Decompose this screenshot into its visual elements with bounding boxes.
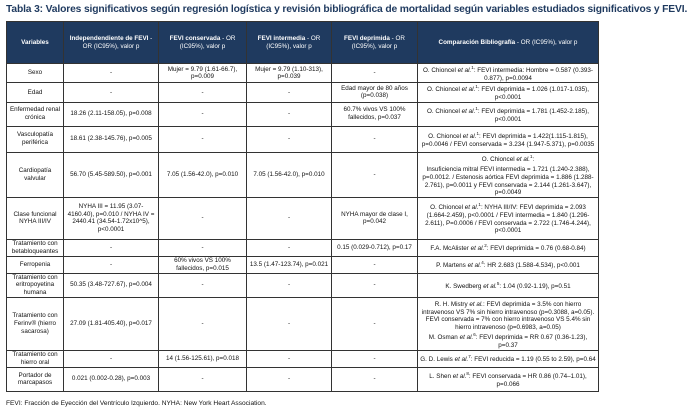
table-body — [7, 64, 599, 392]
independent-cell: 56.70 (5.45-589.50), p=0.001 — [64, 152, 159, 197]
citation-author: O. Chioncel — [430, 204, 465, 212]
variable-cell: Clase funcional NYHA III/IV — [7, 197, 64, 239]
table-header — [7, 22, 599, 64]
variable-cell: Portador de marcapasos — [7, 367, 64, 391]
citation-text: : HR 2.683 (1.588-4.534), p<0.001 — [483, 262, 580, 270]
citation-author: O. Chioncel — [428, 133, 463, 141]
deprimida-cell: - — [332, 297, 418, 350]
bibliography-cell — [418, 197, 599, 239]
deprimida-cell: - — [332, 256, 418, 273]
citation-etal: et al. — [461, 108, 476, 116]
citation-reference-number: 1 — [475, 84, 478, 90]
bibliography-entry — [420, 83, 596, 101]
table-row — [7, 273, 599, 297]
intermedia-cell: - — [247, 239, 332, 256]
citation-etal: et al. — [457, 67, 472, 75]
variable-cell: Cardiopatía valvular — [7, 152, 64, 197]
bibliography-cell — [418, 297, 599, 350]
citation-text: : NYHA III/IV: FEVI deprimida = 2.093 (1.664-2.459), p<0.0001 / FEVI intermedia = 1.840 (1.296-2.611), P=0.0006 / FEVI conservada = 2.722 (1.746-4.244), p<0.0001 — [425, 204, 591, 235]
header-row — [7, 22, 599, 64]
deprimida-cell: - — [332, 126, 418, 152]
table-row — [7, 367, 599, 391]
column-header-title: FEVI intermedia — [257, 34, 306, 42]
bibliography-entry — [420, 105, 596, 123]
citation-reference-number: 2 — [484, 243, 487, 249]
citation-etal: et al. — [516, 155, 531, 163]
table-row — [7, 297, 599, 350]
bibliography-entry — [420, 64, 596, 82]
column-header — [64, 22, 159, 64]
table-row — [7, 126, 599, 152]
table-row — [7, 64, 599, 83]
bibliography-cell — [418, 273, 599, 297]
variable-cell: Enfermedad renal crónica — [7, 102, 64, 126]
citation-author: O. Chioncel — [481, 155, 517, 163]
citation-reference-number: 4 — [481, 260, 484, 266]
independent-cell: 27.09 (1.81-405.40), p=0.017 — [64, 297, 159, 350]
citation-reference-number: 8 — [466, 371, 469, 377]
citation-text: : FEVI reducida = 1.19 (0.55 to 2.59), p=0.64 — [470, 356, 596, 364]
citation-etal: et al. — [483, 282, 497, 290]
variable-cell: Ferropenia — [7, 256, 64, 273]
citation-author: M. Osman — [428, 334, 460, 342]
citation-author: O. Chioncel — [427, 108, 462, 116]
bibliography-entry — [420, 242, 596, 253]
deprimida-cell: - — [332, 64, 418, 83]
conservada-cell: - — [159, 83, 247, 102]
citation-text: : 1.04 (0.92-1.19), p=0.51 — [499, 282, 571, 290]
column-header-subtitle: - OR (IC95%), valor p — [515, 38, 578, 46]
column-header — [332, 22, 418, 64]
citation-etal: et al. — [461, 86, 476, 94]
independent-cell: - — [64, 256, 159, 273]
deprimida-cell: - — [332, 350, 418, 367]
conservada-cell: Mujer = 9.79 (1.61-66.7), p=0.009 — [159, 64, 247, 83]
deprimida-cell: - — [332, 367, 418, 391]
bibliography-cell — [418, 126, 599, 152]
intermedia-cell: - — [247, 197, 332, 239]
footnote: FEVI: Fracción de Eyección del Ventrículo Izquierdo. NYHA: New York Heart Association. — [6, 400, 267, 407]
bibliography-entry — [420, 280, 596, 291]
independent-cell: - — [64, 83, 159, 102]
bibliography-cell — [418, 152, 599, 197]
independent-cell: 50.35 (3.48-727.67), p=0.004 — [64, 273, 159, 297]
citation-text: : FEVI intermedia: Hombre = 0.587 (0.393-0.877), p=0.0094 — [473, 67, 593, 82]
intermedia-cell: - — [247, 273, 332, 297]
conservada-cell: - — [159, 197, 247, 239]
bibliography-cell — [418, 102, 599, 126]
deprimida-cell: Edad mayor de 80 años (p=0.038) — [332, 83, 418, 102]
intermedia-cell: - — [247, 102, 332, 126]
intermedia-cell: - — [247, 126, 332, 152]
citation-reference-number: 5 — [496, 280, 500, 286]
intermedia-cell: - — [247, 83, 332, 102]
variable-cell: Vasculopatía periférica — [7, 126, 64, 152]
independent-cell: 0.021 (0.002-0.28), p=0.003 — [64, 367, 159, 391]
column-header — [159, 22, 247, 64]
column-header-subtitle: - OR (IC95%), valor p — [82, 34, 153, 50]
citation-reference-number: 7 — [468, 354, 471, 360]
variable-cell: Tratamiento con hierro oral — [7, 350, 64, 367]
variable-cell: Tratamiento con eritropoyetina humana — [7, 273, 64, 297]
citation-author: K. Swedberg — [445, 282, 484, 290]
bibliography-entry — [420, 298, 596, 331]
bibliography-entry — [420, 130, 596, 148]
citation-reference-number: 1 — [471, 65, 474, 70]
conservada-cell: - — [159, 126, 247, 152]
bibliography-entry — [420, 153, 596, 164]
bibliography-entry — [420, 353, 596, 364]
citation-etal: et al. — [470, 245, 485, 253]
independent-cell: NYHA III = 11.95 (3.07-4160.40), p=0.010 / NYHA IV = 2440.41 (34.54-1.72x10^5), p<0.0001 — [64, 197, 159, 239]
citation-text: : FEVI conservada = HR 0.86 (0.74–1.01), p=0.066 — [468, 373, 587, 388]
table-row — [7, 102, 599, 126]
table-row — [7, 350, 599, 367]
results-table — [6, 21, 599, 392]
table-row — [7, 197, 599, 239]
conservada-cell: - — [159, 297, 247, 350]
citation-reference-number: 1 — [478, 202, 481, 208]
citation-reference-number: 1 — [475, 105, 478, 111]
citation-text: : FEVI deprimida = 1.422(1.115-1.815), p=0.0046 / FEVI conservada = 3.234 (1.947-5.371), p=0.0035 — [421, 133, 595, 148]
citation-reference-number: 6 — [473, 332, 476, 338]
conservada-cell: 60% vivos VS 100% fallecidos, p=0.015 — [159, 256, 247, 273]
conservada-cell: - — [159, 367, 247, 391]
citation-text: : FEVI deprimida = 1.026 (1.017-1.035), p<0.0001 — [477, 86, 589, 101]
intermedia-cell: Mujer = 9.79 (1.10-313), p=0.039 — [247, 64, 332, 83]
independent-cell: - — [64, 239, 159, 256]
deprimida-cell: 0.15 (0.029-0.712), p=0.17 — [332, 239, 418, 256]
citation-author: L. Shen — [429, 373, 453, 381]
bibliography-cell — [418, 256, 599, 273]
column-header-title: Comparación Bibliografía — [438, 38, 516, 46]
bibliography-entry — [420, 201, 596, 234]
independent-cell: 18.61 (2.38-145.76), p=0.005 — [64, 126, 159, 152]
bibliography-cell — [418, 239, 599, 256]
citation-etal: et al. — [464, 204, 479, 212]
column-header — [247, 22, 332, 64]
variable-cell: Tratamiento con Ferinv® (hierro sacarosa) — [7, 297, 64, 350]
deprimida-cell: - — [332, 152, 418, 197]
citation-reference-number: 1 — [530, 153, 533, 159]
conservada-cell: - — [159, 102, 247, 126]
variable-cell: Edad — [7, 83, 64, 102]
citation-text: : — [532, 155, 535, 163]
citation-text: : FEVI deprimida = 3.5% con hierro intravenoso VS 7% sin hierro intravenoso (p=0.3088, a=0.05). FEVI conservada = 7% con hierro intravenoso VS 5.4% sin hierro intravenoso (p=0.6983, a=0.05) — [421, 300, 595, 331]
table-row — [7, 256, 599, 273]
bibliography-cell — [418, 367, 599, 391]
variable-cell: Tratamiento con betabloqueantes — [7, 239, 64, 256]
bibliography-cell — [418, 350, 599, 367]
citation-author: G. D. Lewis — [420, 356, 455, 364]
bibliography-entry — [420, 370, 596, 388]
column-header-subtitle: - OR (IC95%), valor p — [351, 34, 405, 50]
table-row — [7, 152, 599, 197]
citation-text: Insuficiencia mitral FEVI intermedia = 1.721 (1.240-2.388), p=0.0012. / Estenosis aórtica FEVI deprimida = 1.886 (1.288-2.761), p=0.0011 y FEVI conservada = 2.144 (1.261-3.647), p=0.0049 — [422, 166, 594, 197]
citation-etal: et al. — [452, 373, 467, 381]
bibliography-entry — [420, 259, 596, 270]
deprimida-cell: - — [332, 273, 418, 297]
column-header-title: FEVI conservada — [169, 34, 221, 42]
citation-etal: et al. — [469, 300, 484, 308]
column-header — [7, 22, 64, 64]
table-row — [7, 239, 599, 256]
intermedia-cell: - — [247, 367, 332, 391]
column-header — [418, 22, 599, 64]
intermedia-cell: - — [247, 297, 332, 350]
citation-text: : FEVI deprimida = 1.781 (1.452-2.185), p<0.0001 — [477, 108, 589, 123]
deprimida-cell: NYHA mayor de clase I, p=0.042 — [332, 197, 418, 239]
citation-author: F.A. McAlister — [430, 245, 471, 253]
table-title: Tabla 3: Valores significativos según regresión logística y revisión bibliográfica de mortalidad según variables estudiados significativos y FEVI. — [6, 4, 687, 15]
column-header-title: Independendiente de FEVI — [69, 34, 149, 42]
column-header-subtitle: - OR (IC95%), valor p — [266, 34, 321, 50]
citation-etal: et al. — [454, 356, 469, 364]
citation-text: : FEVI deprimida = RR 0.67 (0.36-1.23), p=0.37 — [475, 334, 588, 349]
bibliography-entry — [420, 331, 596, 349]
citation-etal: et al. — [462, 133, 477, 141]
table-row — [7, 83, 599, 102]
conservada-cell: - — [159, 239, 247, 256]
bibliography-entry — [420, 163, 596, 196]
conservada-cell: 14 (1.56-125.61), p=0.018 — [159, 350, 247, 367]
citation-author: O. Chioncel — [427, 86, 462, 94]
column-header-title: Variables — [21, 38, 49, 46]
deprimida-cell: 60.7% vivos VS 100% fallecidos, p=0.037 — [332, 102, 418, 126]
citation-reference-number: 1 — [476, 130, 479, 136]
bibliography-cell — [418, 83, 599, 102]
conservada-cell: - — [159, 273, 247, 297]
independent-cell: 18.26 (2.11-158.05), p=0.008 — [64, 102, 159, 126]
citation-author: O. Chioncel — [422, 67, 458, 75]
variable-cell: Sexo — [7, 64, 64, 83]
conservada-cell: 7.05 (1.56-42.0), p=0.010 — [159, 152, 247, 197]
intermedia-cell: 7.05 (1.56-42.0), p=0.010 — [247, 152, 332, 197]
citation-author: P. Martens — [436, 262, 468, 270]
intermedia-cell: - — [247, 350, 332, 367]
intermedia-cell: 13.5 (1.47-123.74), p=0.021 — [247, 256, 332, 273]
citation-text: : FEVI deprimida = 0.76 (0.68-0.84) — [486, 245, 586, 253]
independent-cell: - — [64, 350, 159, 367]
citation-author: R. H. Mistry — [434, 300, 470, 308]
bibliography-cell — [418, 64, 599, 83]
column-header-subtitle: - OR (IC95%), valor p — [179, 34, 236, 50]
column-header-title: FEVI deprimida — [344, 34, 390, 42]
independent-cell: - — [64, 64, 159, 83]
citation-etal: et al. — [467, 262, 482, 270]
citation-etal: et al. — [459, 334, 474, 342]
